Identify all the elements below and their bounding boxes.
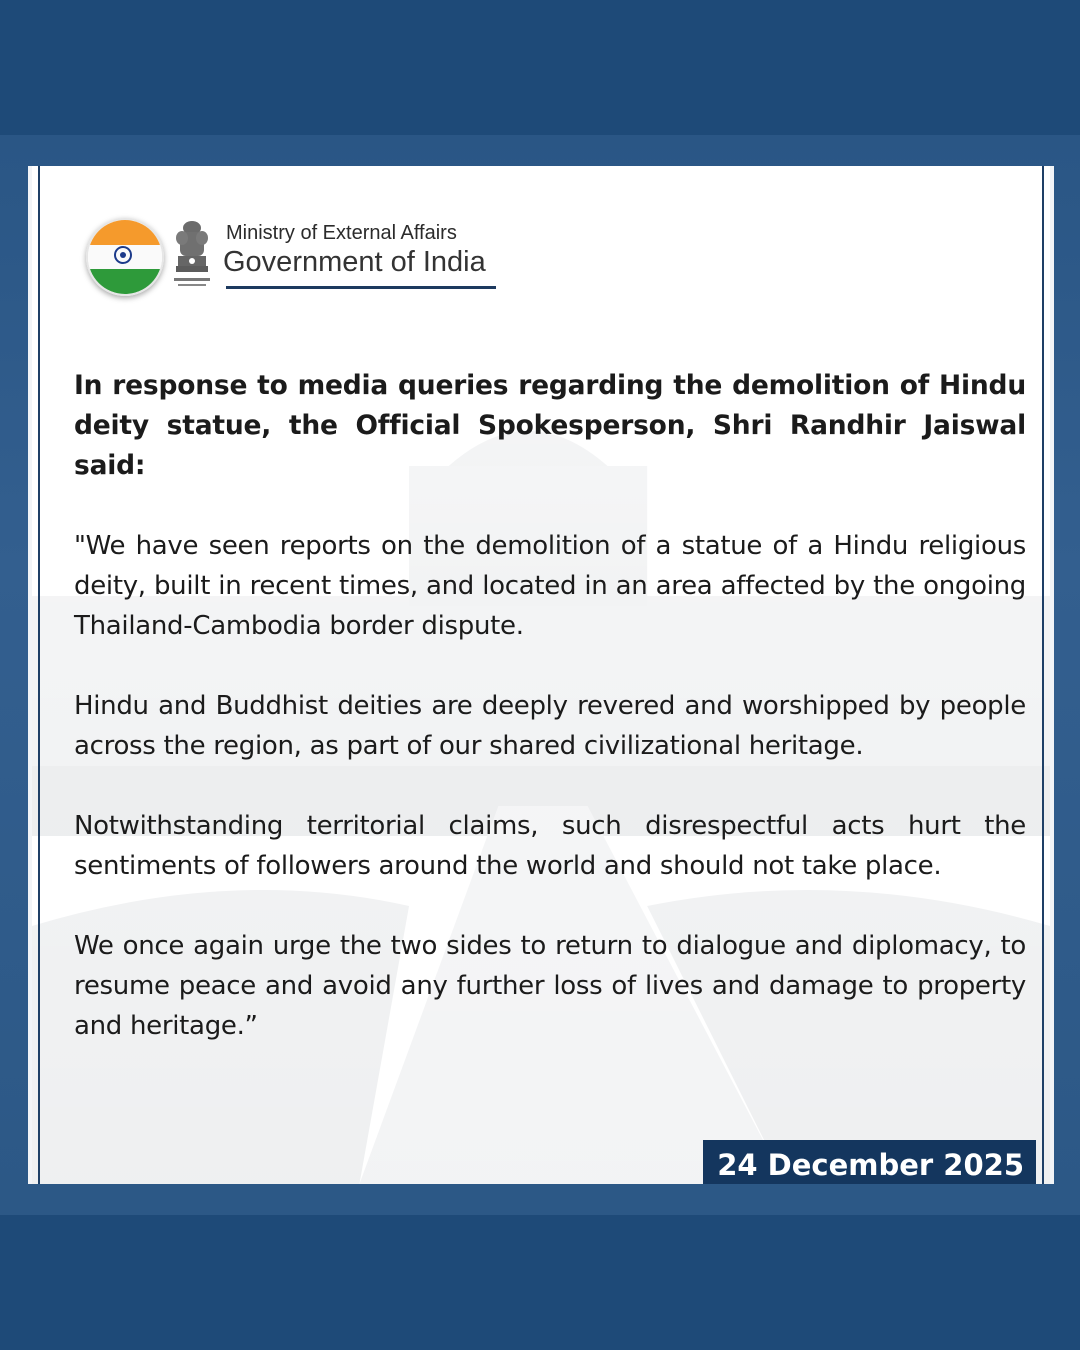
statement-paragraph-4: We once again urge the two sides to return to dialogue and diplomacy, to resume peace and avoid any further loss of lives and damage to property and heritage.” (74, 931, 1026, 1041)
government-name: Government of India (223, 246, 486, 278)
ministry-name: Ministry of External Affairs (226, 222, 457, 244)
press-statement-card (28, 166, 1054, 1184)
statement-paragraph-1: "We have seen reports on the demolition of a statue of a Hindu religious deity, built in recent times, and located in an area affected by the ongoing Thailand-Cambodia border dispute. (74, 531, 1026, 641)
card-border-right (1042, 166, 1044, 1184)
indian-flag-icon (86, 218, 164, 296)
statement-intro: In response to media queries regarding the demolition of Hindu deity statue, the Official Spokesperson, Shri Randhir Jaiswal said: (74, 370, 1026, 481)
card-border-left (38, 166, 40, 1184)
statement-body (74, 366, 1026, 1046)
header-underline (226, 286, 496, 289)
flag-green-band (88, 269, 162, 294)
statement-paragraph-2: Hindu and Buddhist deities are deeply revered and worshipped by people across the region, as part of our shared civilizational heritage. (74, 691, 1026, 761)
ashoka-chakra-icon (114, 246, 132, 264)
date-label: 24 December 2025 (703, 1140, 1036, 1184)
statement-paragraph-3: Notwithstanding territorial claims, such disrespectful acts hurt the sentiments of followers around the world and should not take place. (74, 811, 1026, 881)
flag-saffron-band (88, 220, 162, 245)
ministry-header (86, 218, 516, 298)
national-emblem-icon (170, 218, 214, 292)
